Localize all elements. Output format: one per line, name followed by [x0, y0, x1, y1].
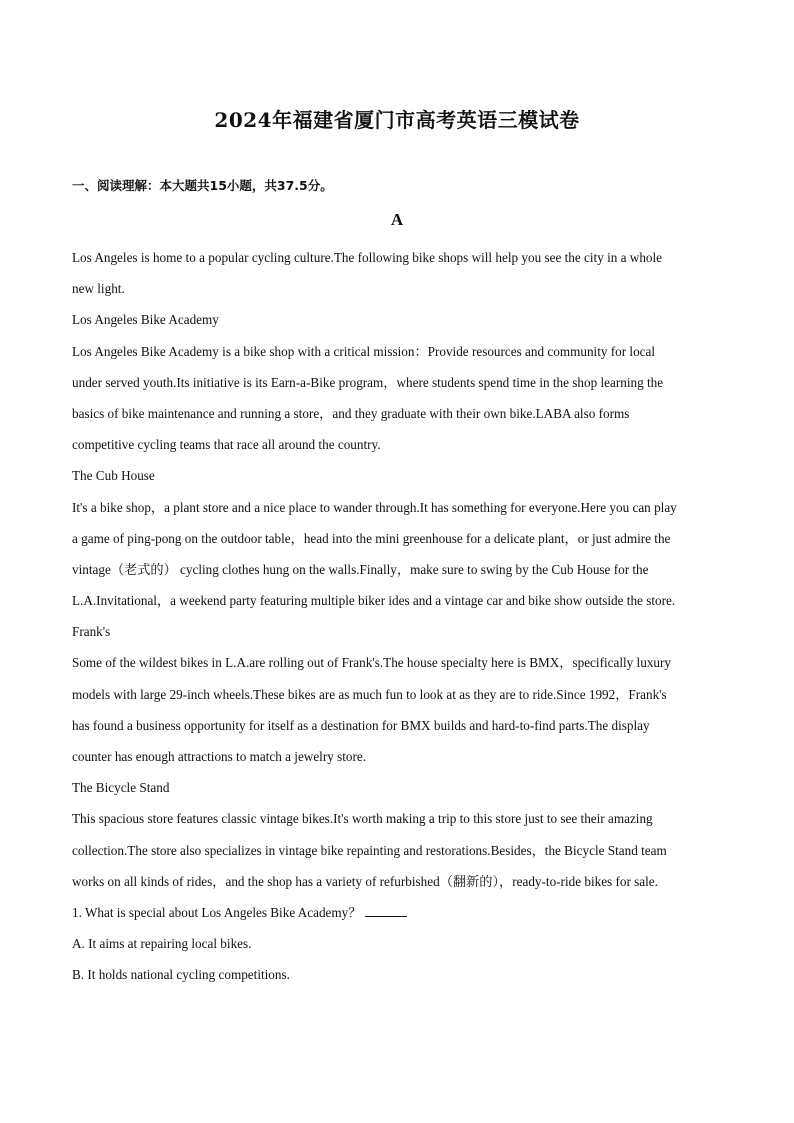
section-heading: 一、阅读理解：本大题共15小题，共37.5分。	[72, 178, 333, 193]
passage-letter: A	[390, 210, 404, 229]
passage-line: Los Angeles is home to a popular cycling culture.The following bike shops will help you see the city in a whole	[72, 250, 663, 265]
passage-line: collection.The store also specializes in vintage bike repainting and restorations.Besides，the Bicycle Stand team	[72, 842, 667, 858]
passage-line: has found a business opportunity for itself as a destination for BMX builds and hard-to-find parts.The display	[72, 717, 650, 733]
passage-line: competitive cycling teams that race all around the country.	[72, 437, 381, 453]
question-1-stem: 1. What is special about Los Angeles Bike Academy？	[72, 904, 362, 920]
passage-line: Some of the wildest bikes in L.A.are rolling out of Frank's.The house specialty here is BMX，specifically luxury	[72, 655, 671, 671]
passage-line: new light.	[72, 281, 125, 297]
page-title: 2024年福建省厦门市高考英语三模试卷	[214, 108, 580, 132]
passage-line: models with large 29-inch wheels.These bikes are as much fun to look at as they are to ride.Since 1992，Frank's	[72, 686, 667, 702]
question-1-option-a: A. It aims at repairing local bikes.	[72, 936, 252, 952]
passage-line: This spacious store features classic vintage bikes.It's worth making a trip to this store just to see their amazing	[72, 811, 653, 827]
passage-line: a game of ping-pong on the outdoor table，head into the mini greenhouse for a delicate plant，or just admire the	[72, 530, 671, 546]
passage-line: It's a bike shop，a plant store and a nice place to wander through.It has something for everyone.Here you can play	[72, 499, 677, 515]
passage-line: under served youth.Its initiative is its Earn-a-Bike program，where students spend time in the shop learning the	[72, 374, 664, 390]
question-1-option-b: B. It holds national cycling competitions.	[72, 967, 290, 983]
passage-line: Los Angeles Bike Academy is a bike shop with a critical mission：Provide resources and community for local	[72, 343, 656, 359]
passage-line: works on all kinds of rides，and the shop has a variety of refurbished（翻新的），ready-to-ride bikes for sale.	[72, 873, 658, 889]
passage-body	[72, 242, 722, 991]
answer-blank[interactable]	[365, 904, 407, 917]
passage-line: vintage（老式的） cycling clothes hung on the walls.Finally，make sure to swing by the Cub House for the	[72, 561, 649, 577]
passage-line: counter has enough attractions to match a jewelry store.	[72, 749, 367, 764]
subheading-franks: Frank's	[72, 624, 111, 640]
subheading-bicycle-stand: The Bicycle Stand	[72, 780, 170, 796]
question-1	[72, 897, 722, 928]
subheading-cub-house: The Cub House	[72, 468, 155, 484]
subheading-laba: Los Angeles Bike Academy	[72, 312, 219, 328]
passage-line: basics of bike maintenance and running a store，and they graduate with their own bike.LABA also forms	[72, 405, 630, 421]
passage-line: L.A.Invitational，a weekend party featuring multiple biker ides and a vintage car and bike show outside the store.	[72, 593, 676, 609]
